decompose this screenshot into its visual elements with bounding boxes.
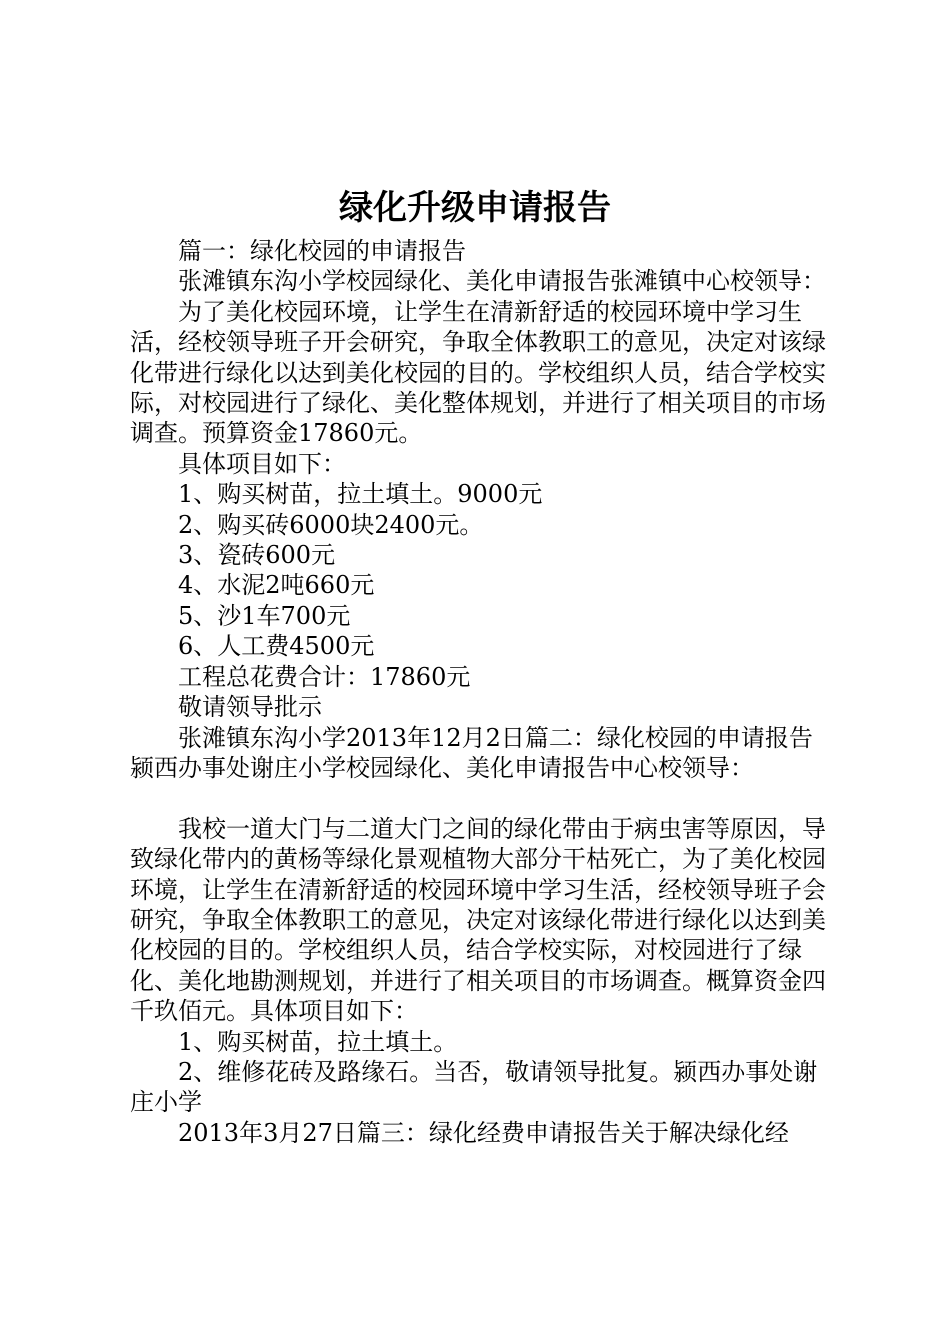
approval-request: 敬请领导批示 (178, 693, 322, 722)
paragraph-3: 为了美化校园环境，让学生在清新舒适的校园环境中学习生活，经校领导班子开会研究，争取全体教职工的意见，决定对该绿化带进行绿化以达到美化校园的目的。学校组织人员，结合学校实际，对校园进行了绿化、美化整体规划，并进行了相关项目的市场调查。预算资金17860元。 (130, 297, 826, 448)
list-item-b: 2、维修花砖及路缘石。当否，敬请领导批复。颍西办事处谢庄小学 (130, 1057, 818, 1117)
list-item-6: 6、人工费4500元 (178, 632, 375, 661)
list-item-4: 4、水泥2吨660元 (178, 571, 375, 600)
paragraph-section-three: 2013年3月27日篇三：绿化经费申请报告关于解决绿化经 (178, 1118, 789, 1147)
paragraph-4: 具体项目如下： (178, 449, 346, 478)
paragraph-body-two: 我校一道大门与二道大门之间的绿化带由于病虫害等原因，导致绿化带内的黄杨等绿化景观植物大部分干枯死亡，为了美化校园环境，让学生在清新舒适的校园环境中学习生活，经校领导班子会研究，争取全体教职工的意见，决定对该绿化带进行绿化以达到美化校园的目的。学校组织人员，结合学校实际，对校园进行了绿化、美化地勘测规划，并进行了相关项目的市场调查。概算资金四千玖佰元。具体项目如下： (130, 814, 826, 1026)
paragraph-section-two: 张滩镇东沟小学2013年12月2日篇二：绿化校园的申请报告颍西办事处谢庄小学校园绿化、美化申请报告中心校领导： (130, 723, 813, 782)
list-item-5: 5、沙1车700元 (178, 601, 351, 630)
total-cost: 工程总花费合计：17860元 (178, 662, 471, 691)
document-body (130, 236, 832, 1148)
paragraph-1: 篇一：绿化校园的申请报告 (178, 237, 466, 265)
blank-line (130, 783, 832, 813)
list-item-a: 1、购买树苗，拉土填土。 (178, 1027, 458, 1056)
document-title: 绿化升级申请报告 (339, 188, 611, 228)
list-item-3: 3、瓷砖600元 (178, 541, 336, 570)
paragraph-2: 张滩镇东沟小学校园绿化、美化申请报告张滩镇中心校领导： (178, 267, 826, 296)
list-item-2: 2、购买砖6000块2400元。 (178, 510, 484, 539)
list-item-1: 1、购买树苗，拉土填土。9000元 (178, 480, 543, 509)
